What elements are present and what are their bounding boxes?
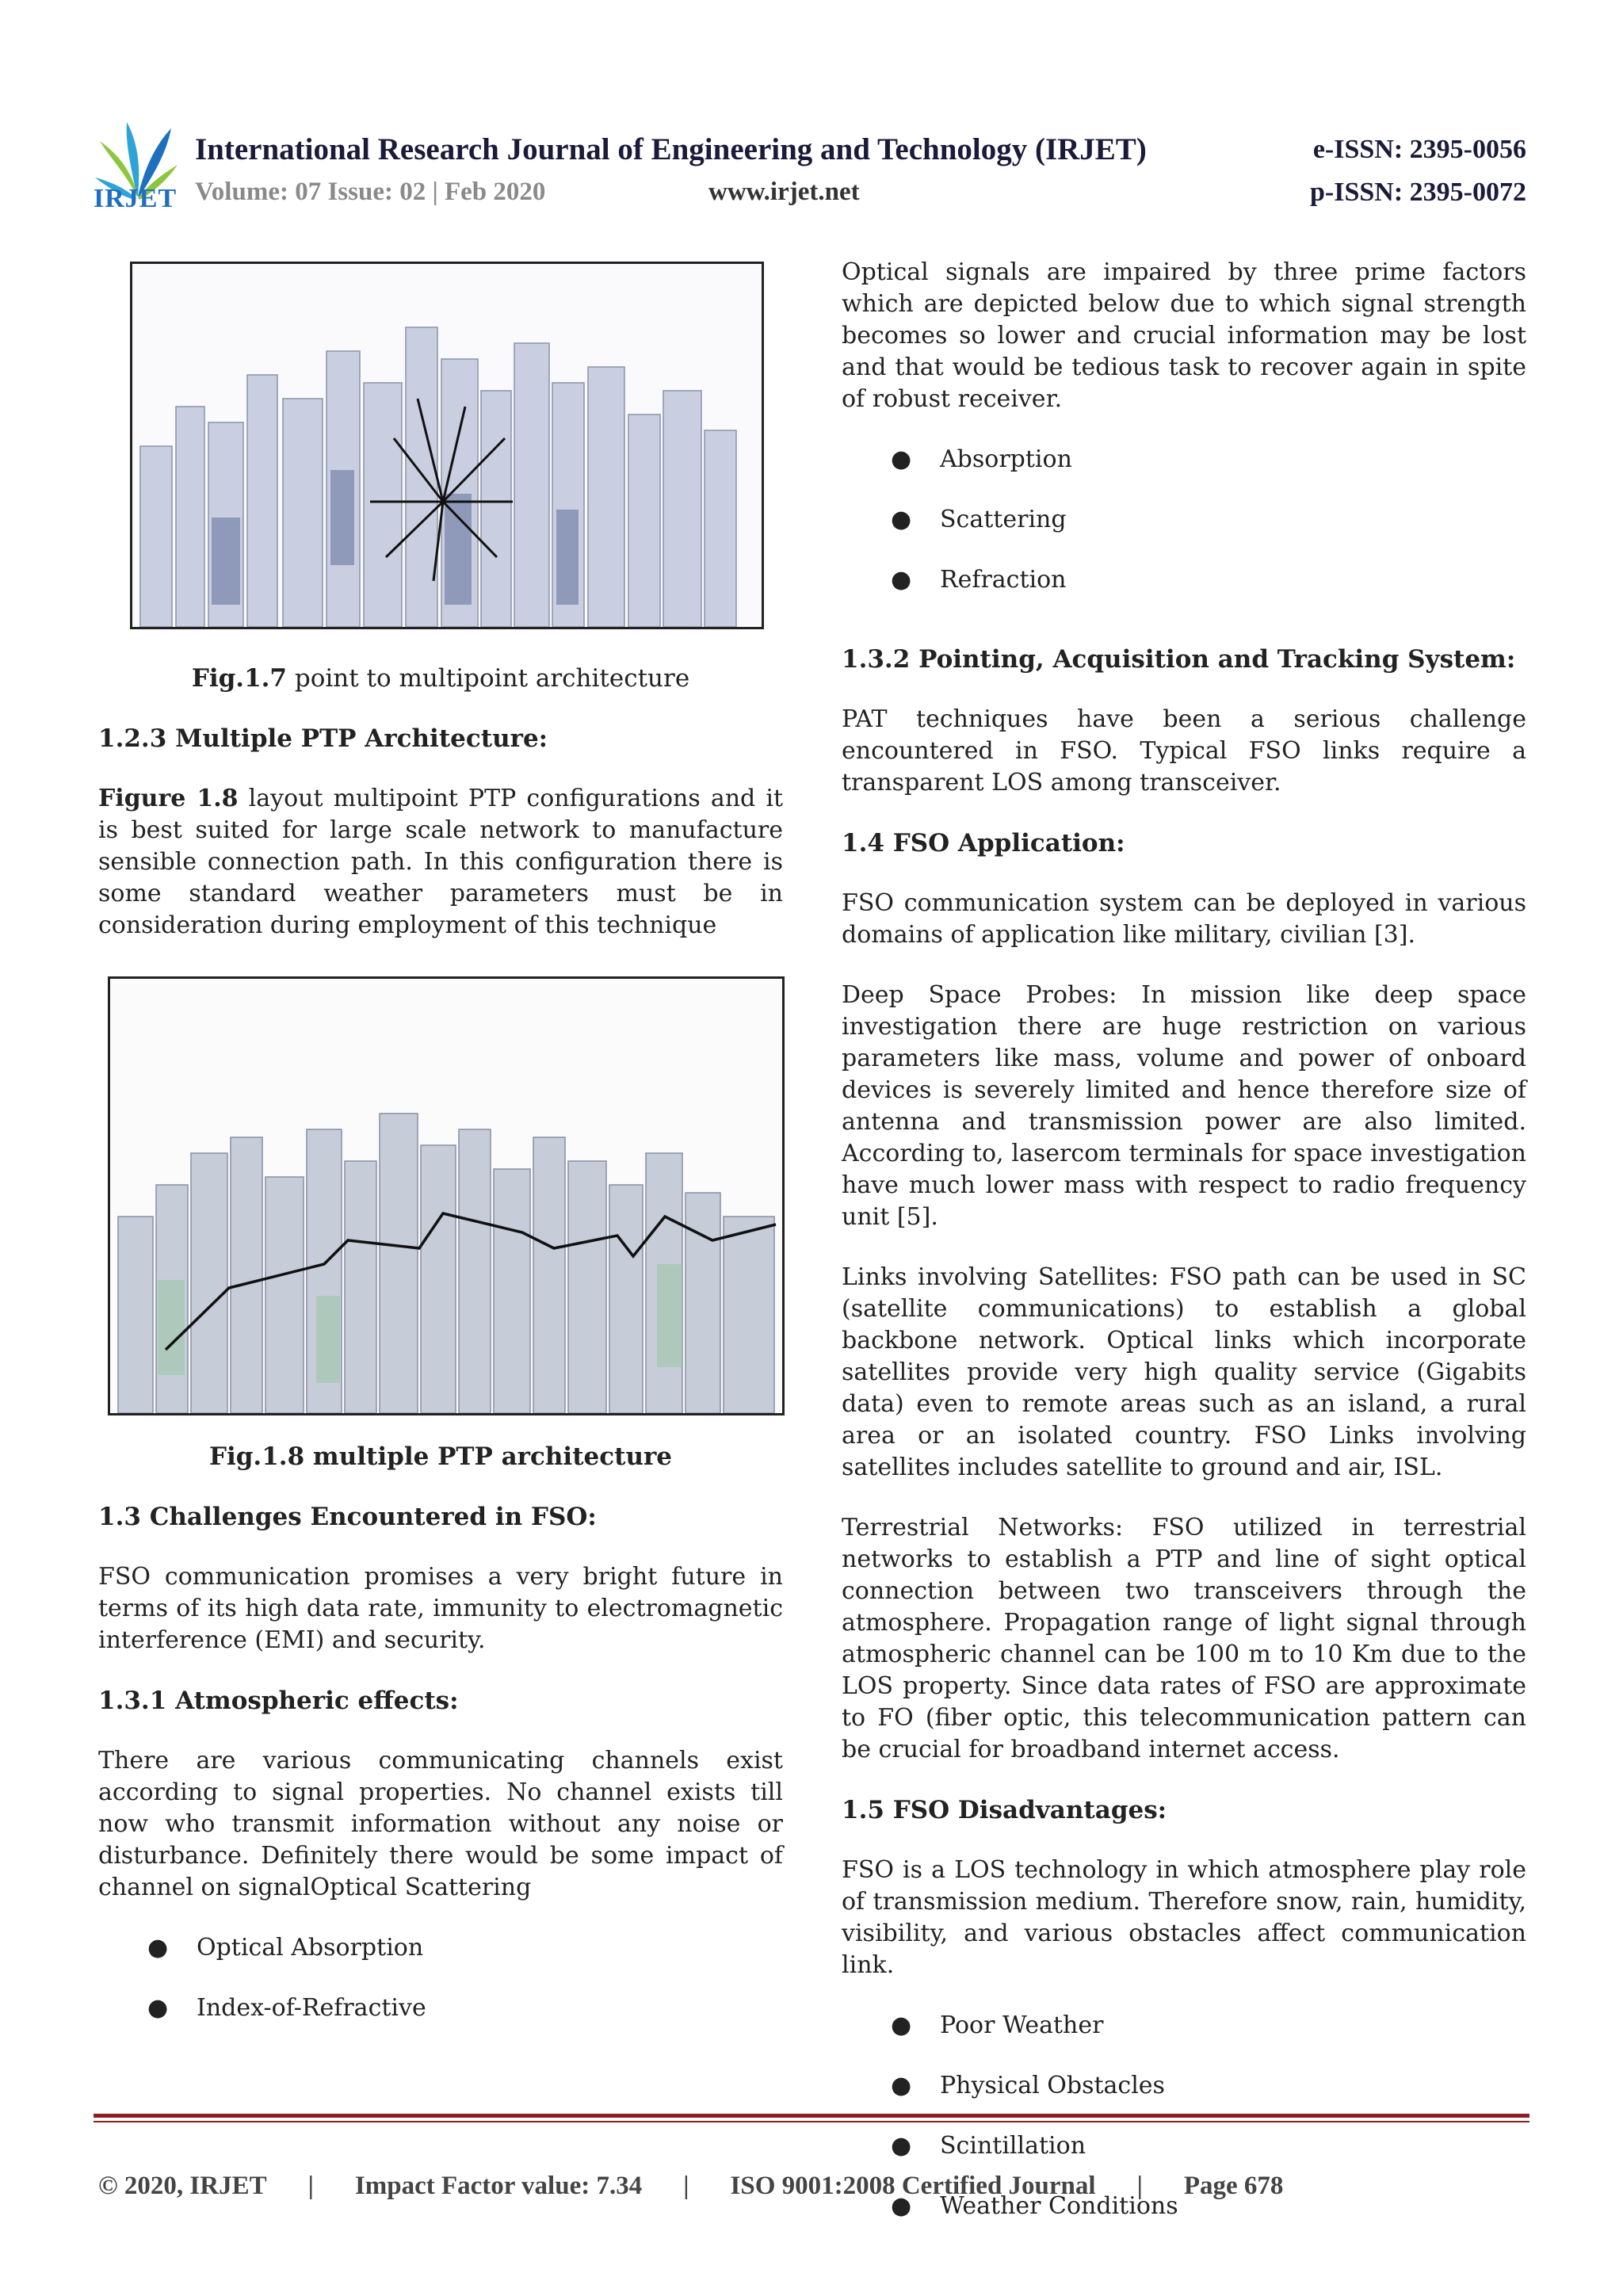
footer-copyright: © 2020, IRJET [98,2172,267,2200]
website-link[interactable]: www.irjet.net [708,178,860,206]
page-footer [98,2172,1283,2201]
logo-wordmark: IRJET [94,184,178,213]
section-1-5-paragraph: FSO is a LOS technology in which atmosphere play role of transmission medium. Therefore snow, rain, humidity, visibility, and various obstacles affect communication link. [842,1856,1526,1979]
footer-page-number: Page 678 [1183,2172,1284,2200]
bullet-icon: ● [147,1994,169,2022]
section-1-3-paragraph: FSO communication promises a very bright future in terms of its high data rate, immunity to electromagnetic interference (EMI) and security. [98,1563,783,1654]
footer-separator: | [1136,2172,1143,2200]
impairment-intro-paragraph: Optical signals are impaired by three prime factors which are depicted below due to which signal strength becomes so lower and crucial information may be lost and that would be tedious task to recover again in spite of robust receiver. [842,258,1526,413]
list-item: ● Refraction [842,564,1526,625]
section-1-3-1-heading: 1.3.1 Atmospheric effects: [98,1687,459,1715]
bullet-icon: ● [891,2011,912,2039]
list-item: ● Scintillation [842,2130,1526,2191]
city-skyline-illustration [132,264,762,627]
section-1-4-paragraph: FSO communication system can be deployed in various domains of application like military, civilian [3]. [842,889,1526,949]
bullet-icon: ● [147,1934,169,1962]
section-1-3-heading: 1.3 Challenges Encountered in FSO: [98,1503,597,1531]
section-1-3-2-paragraph: PAT techniques have been a serious challenge encountered in FSO. Typical FSO links require a transparent LOS among transceiver. [842,705,1526,797]
list-item: ● Absorption [842,444,1526,504]
footer-separator: | [683,2172,689,2200]
section-1-2-3-heading: 1.2.3 Multiple PTP Architecture: [98,724,548,753]
impairment-list [842,444,1526,625]
eissn: e-ISSN: 2395-0056 [1312,135,1526,164]
volume-issue: Volume: 07 Issue: 02 | Feb 2020 [195,178,546,206]
list-item: ● Optical Absorption [98,1932,783,1992]
atmospheric-effects-list [98,1932,783,2053]
bullet-icon: ● [891,2072,912,2099]
bullet-icon: ● [891,506,912,533]
list-item: ● Physical Obstacles [842,2070,1526,2130]
city-network-illustration [110,979,782,1413]
section-1-3-2-heading: 1.3.2 Pointing, Acquisition and Tracking System: [842,645,1516,674]
footer-iso: ISO 9001:2008 Certified Journal [730,2172,1096,2200]
terrestrial-paragraph: Terrestrial Networks: FSO utilized in terrestrial networks to establish a PTP and line of sight optical connection between two transceivers through the atmosphere. Propagation range of light signal through atmospheric channel can be 100 m to 10 Km due to the LOS property. Since data rates of FSO are approximate to FO (fiber optic, this telecommunication pattern can be crucial for broadband internet access. [842,1514,1526,1763]
figure-1-8-image [108,976,785,1415]
section-1-5-heading: 1.5 FSO Disadvantages: [842,1796,1167,1824]
figure-1-7-caption: Fig.1.7 point to multipoint architecture [191,664,690,693]
deep-space-paragraph: Deep Space Probes: In mission like deep space investigation there are huge restriction on various parameters like mass, volume and power of onboard devices is severely limited and hence therefore size of antenna and transmission power are also limited. According to, lasercom terminals for space investigation have much lower mass with respect to radio frequency unit [5]. [842,981,1526,1231]
list-item: ● Scattering [842,504,1526,564]
bullet-icon: ● [891,2192,912,2220]
bullet-icon: ● [891,566,912,594]
figure-1-7-image [130,262,764,629]
section-1-3-1-paragraph: There are various communicating channels exist according to signal properties. No channel exists till now who transmit information without any noise or disturbance. Definitely there would be some impact of channel on signalOptical Scattering [98,1747,783,1901]
section-1-4-heading: 1.4 FSO Application: [842,829,1125,858]
footer-separator: | [307,2172,314,2200]
list-item: ● Weather Conditions [842,2191,1526,2251]
journal-title: International Research Journal of Engineering and Technology (IRJET) [195,132,1147,166]
satellites-paragraph: Links involving Satellites: FSO path can be used in SC (satellite communications) to establish a global backbone network. Optical links which incorporate satellites provide very high quality service (Gigabits data) even to remote areas such as an island, a rural area or an isolated country. FSO Links involving satellites includes satellite to ground and air, ISL. [842,1263,1526,1481]
list-item: ● Index-of-Refractive [98,1992,783,2053]
bullet-icon: ● [891,2132,912,2160]
footer-divider-thin [94,2121,1529,2122]
list-item: ● Poor Weather [842,2010,1526,2070]
disadvantages-list [842,2010,1526,2251]
bullet-icon: ● [891,445,912,473]
section-1-2-3-paragraph: Figure 1.8 layout multipoint PTP configurations and it is best suited for large scale network to manufacture sensible connection path. In this configuration there is some standard weather parameters must be in consideration during employment of this technique [98,785,783,939]
footer-divider [94,2114,1529,2118]
figure-1-8-caption: Fig.1.8 multiple PTP architecture [208,1442,673,1471]
pissn: p-ISSN: 2395-0072 [1310,178,1526,207]
footer-impact-factor: Impact Factor value: 7.34 [354,2172,643,2200]
